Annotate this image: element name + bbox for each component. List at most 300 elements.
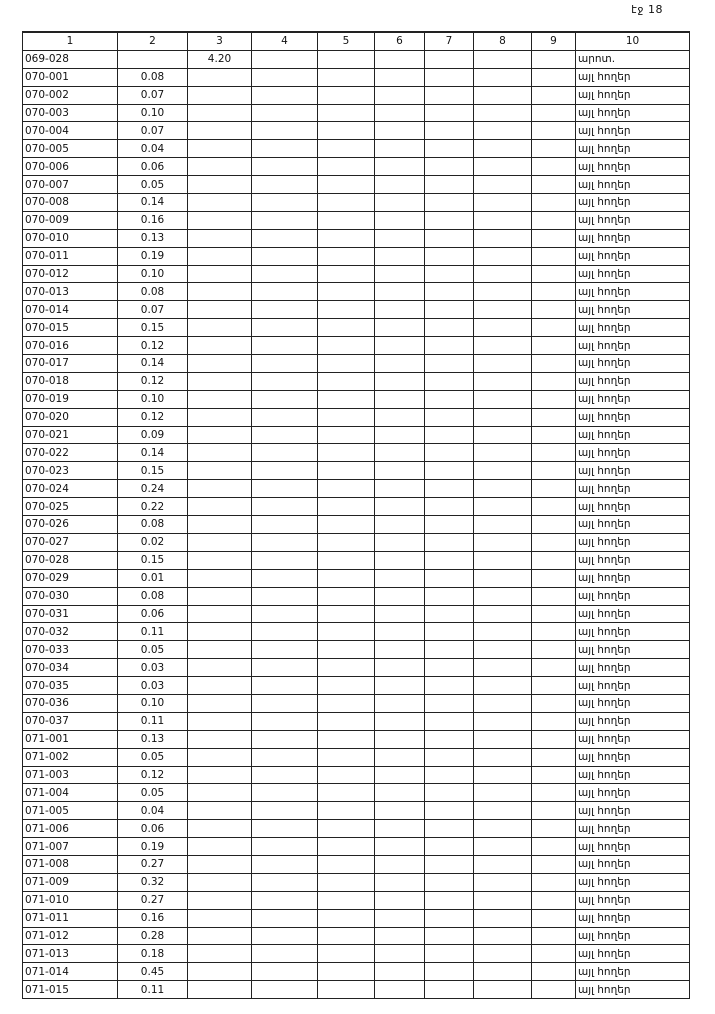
column-8-cell xyxy=(474,211,532,229)
column-7-cell xyxy=(425,444,474,462)
land-type-cell: այլ հողեր xyxy=(576,408,690,426)
column-6-cell xyxy=(375,337,425,355)
column-6-cell xyxy=(375,247,425,265)
column-5-cell xyxy=(318,50,375,68)
table-row xyxy=(23,551,690,569)
column-6-cell xyxy=(375,873,425,891)
parcel-id-cell: 070-006 xyxy=(23,158,118,176)
table-row xyxy=(23,677,690,695)
column-8-cell xyxy=(474,355,532,373)
parcel-id-cell: 070-028 xyxy=(23,551,118,569)
column-3-cell xyxy=(188,551,252,569)
column-3-cell xyxy=(188,659,252,677)
column-8-cell xyxy=(474,140,532,158)
column-7-cell xyxy=(425,677,474,695)
land-type-cell: այլ հողեր xyxy=(576,641,690,659)
column-6-cell xyxy=(375,909,425,927)
column-6-cell xyxy=(375,838,425,856)
area-cell: 0.08 xyxy=(118,68,188,86)
area-cell: 0.28 xyxy=(118,927,188,945)
column-3-cell xyxy=(188,909,252,927)
column-9-cell xyxy=(532,462,576,480)
parcel-id-cell: 070-012 xyxy=(23,265,118,283)
column-4-cell xyxy=(252,569,318,587)
land-type-cell: այլ հողեր xyxy=(576,319,690,337)
column-6-cell xyxy=(375,891,425,909)
land-type-cell: այլ հողեր xyxy=(576,677,690,695)
column-9-cell xyxy=(532,516,576,534)
table-row xyxy=(23,283,690,301)
column-9-cell xyxy=(532,569,576,587)
column-4-cell xyxy=(252,265,318,283)
column-6-cell xyxy=(375,712,425,730)
column-3-cell xyxy=(188,533,252,551)
column-header-10: 10 xyxy=(576,32,690,50)
column-6-cell xyxy=(375,480,425,498)
column-8-cell xyxy=(474,516,532,534)
column-9-cell xyxy=(532,784,576,802)
table-row xyxy=(23,372,690,390)
column-8-cell xyxy=(474,605,532,623)
land-type-cell: այլ հողեր xyxy=(576,122,690,140)
column-9-cell xyxy=(532,140,576,158)
column-4-cell xyxy=(252,802,318,820)
land-type-cell: այլ հողեր xyxy=(576,426,690,444)
column-6-cell xyxy=(375,158,425,176)
table-row xyxy=(23,176,690,194)
column-9-cell xyxy=(532,891,576,909)
column-9-cell xyxy=(532,945,576,963)
table-row xyxy=(23,730,690,748)
land-register-table xyxy=(22,31,690,999)
column-3-cell xyxy=(188,945,252,963)
column-9-cell xyxy=(532,337,576,355)
column-5-cell xyxy=(318,587,375,605)
table-row xyxy=(23,945,690,963)
land-type-cell: այլ հողեր xyxy=(576,963,690,981)
column-5-cell xyxy=(318,480,375,498)
parcel-id-cell: 071-006 xyxy=(23,820,118,838)
parcel-id-cell: 070-019 xyxy=(23,390,118,408)
column-7-cell xyxy=(425,623,474,641)
column-9-cell xyxy=(532,86,576,104)
parcel-id-cell: 070-014 xyxy=(23,301,118,319)
column-6-cell xyxy=(375,444,425,462)
column-6-cell xyxy=(375,498,425,516)
column-header-2: 2 xyxy=(118,32,188,50)
area-cell: 0.12 xyxy=(118,372,188,390)
land-type-cell: այլ հողեր xyxy=(576,569,690,587)
parcel-id-cell: 070-033 xyxy=(23,641,118,659)
column-4-cell xyxy=(252,301,318,319)
land-type-cell: այլ հողեր xyxy=(576,480,690,498)
column-4-cell xyxy=(252,659,318,677)
column-5-cell xyxy=(318,390,375,408)
header-row xyxy=(23,32,690,50)
column-7-cell xyxy=(425,390,474,408)
column-9-cell xyxy=(532,838,576,856)
column-9-cell xyxy=(532,229,576,247)
column-3-cell xyxy=(188,516,252,534)
column-3-cell xyxy=(188,337,252,355)
area-cell: 0.19 xyxy=(118,838,188,856)
column-header-9: 9 xyxy=(532,32,576,50)
table-body xyxy=(23,50,690,998)
column-5-cell xyxy=(318,748,375,766)
column-8-cell xyxy=(474,820,532,838)
column-header-7: 7 xyxy=(425,32,474,50)
column-9-cell xyxy=(532,712,576,730)
column-6-cell xyxy=(375,820,425,838)
table-row xyxy=(23,748,690,766)
column-3-cell xyxy=(188,158,252,176)
land-type-cell: այլ հողեր xyxy=(576,444,690,462)
column-4-cell xyxy=(252,605,318,623)
column-6-cell xyxy=(375,533,425,551)
column-5-cell xyxy=(318,86,375,104)
column-8-cell xyxy=(474,104,532,122)
column-5-cell xyxy=(318,802,375,820)
area-cell: 0.14 xyxy=(118,194,188,212)
column-4-cell xyxy=(252,533,318,551)
column-4-cell xyxy=(252,873,318,891)
column-9-cell xyxy=(532,301,576,319)
column-9-cell xyxy=(532,802,576,820)
column-8-cell xyxy=(474,623,532,641)
column-4-cell xyxy=(252,444,318,462)
column-9-cell xyxy=(532,68,576,86)
area-cell: 0.07 xyxy=(118,86,188,104)
column-3-cell xyxy=(188,265,252,283)
column-3-cell xyxy=(188,462,252,480)
column-6-cell xyxy=(375,605,425,623)
column-7-cell xyxy=(425,355,474,373)
column-4-cell xyxy=(252,355,318,373)
column-3-cell xyxy=(188,355,252,373)
land-type-cell: այլ հողեր xyxy=(576,301,690,319)
column-9-cell xyxy=(532,158,576,176)
column-7-cell xyxy=(425,784,474,802)
column-9-cell xyxy=(532,194,576,212)
area-cell: 0.03 xyxy=(118,659,188,677)
column-9-cell xyxy=(532,408,576,426)
column-3-cell xyxy=(188,927,252,945)
area-cell: 0.10 xyxy=(118,390,188,408)
column-9-cell xyxy=(532,498,576,516)
parcel-id-cell: 071-010 xyxy=(23,891,118,909)
column-7-cell xyxy=(425,140,474,158)
table-row xyxy=(23,838,690,856)
area-cell: 0.06 xyxy=(118,820,188,838)
column-8-cell xyxy=(474,766,532,784)
land-type-cell: այլ հողեր xyxy=(576,229,690,247)
column-4-cell xyxy=(252,140,318,158)
column-8-cell xyxy=(474,802,532,820)
table-row xyxy=(23,659,690,677)
column-5-cell xyxy=(318,659,375,677)
column-3-cell xyxy=(188,122,252,140)
column-6-cell xyxy=(375,176,425,194)
column-header-1: 1 xyxy=(23,32,118,50)
column-9-cell xyxy=(532,372,576,390)
column-3-cell xyxy=(188,712,252,730)
column-8-cell xyxy=(474,855,532,873)
table-row xyxy=(23,605,690,623)
area-cell: 0.27 xyxy=(118,891,188,909)
parcel-id-cell: 070-001 xyxy=(23,68,118,86)
column-4-cell xyxy=(252,927,318,945)
column-4-cell xyxy=(252,748,318,766)
area-cell: 0.03 xyxy=(118,677,188,695)
column-8-cell xyxy=(474,68,532,86)
column-4-cell xyxy=(252,855,318,873)
table-row xyxy=(23,516,690,534)
column-3-cell xyxy=(188,730,252,748)
area-cell: 0.11 xyxy=(118,981,188,999)
table-row xyxy=(23,712,690,730)
column-4-cell xyxy=(252,551,318,569)
table-row xyxy=(23,927,690,945)
column-8-cell xyxy=(474,498,532,516)
column-7-cell xyxy=(425,265,474,283)
table-row xyxy=(23,909,690,927)
column-4-cell xyxy=(252,283,318,301)
column-7-cell xyxy=(425,158,474,176)
column-6-cell xyxy=(375,122,425,140)
column-6-cell xyxy=(375,587,425,605)
column-4-cell xyxy=(252,408,318,426)
column-7-cell xyxy=(425,873,474,891)
column-4-cell xyxy=(252,766,318,784)
parcel-id-cell: 070-009 xyxy=(23,211,118,229)
column-7-cell xyxy=(425,408,474,426)
column-7-cell xyxy=(425,211,474,229)
land-type-cell: այլ հողեր xyxy=(576,587,690,605)
column-9-cell xyxy=(532,390,576,408)
column-9-cell xyxy=(532,641,576,659)
column-6-cell xyxy=(375,265,425,283)
column-8-cell xyxy=(474,480,532,498)
column-9-cell xyxy=(532,623,576,641)
parcel-id-cell: 071-013 xyxy=(23,945,118,963)
column-6-cell xyxy=(375,104,425,122)
column-8-cell xyxy=(474,677,532,695)
column-3-cell xyxy=(188,319,252,337)
column-5-cell xyxy=(318,855,375,873)
land-type-cell: այլ հողեր xyxy=(576,891,690,909)
column-7-cell xyxy=(425,802,474,820)
column-4-cell xyxy=(252,838,318,856)
column-7-cell xyxy=(425,694,474,712)
column-8-cell xyxy=(474,158,532,176)
column-8-cell xyxy=(474,122,532,140)
column-8-cell xyxy=(474,587,532,605)
column-5-cell xyxy=(318,426,375,444)
column-3-cell: 4.20 xyxy=(188,50,252,68)
column-5-cell xyxy=(318,408,375,426)
column-8-cell xyxy=(474,891,532,909)
column-3-cell xyxy=(188,480,252,498)
column-4-cell xyxy=(252,229,318,247)
land-type-cell: այլ հողեր xyxy=(576,68,690,86)
table-row xyxy=(23,963,690,981)
area-cell: 0.02 xyxy=(118,533,188,551)
column-9-cell xyxy=(532,533,576,551)
area-cell: 0.10 xyxy=(118,104,188,122)
column-4-cell xyxy=(252,730,318,748)
parcel-id-cell: 070-007 xyxy=(23,176,118,194)
column-5-cell xyxy=(318,712,375,730)
column-9-cell xyxy=(532,748,576,766)
column-5-cell xyxy=(318,372,375,390)
column-6-cell xyxy=(375,659,425,677)
column-6-cell xyxy=(375,623,425,641)
table-row xyxy=(23,820,690,838)
area-cell xyxy=(118,50,188,68)
column-7-cell xyxy=(425,50,474,68)
parcel-id-cell: 070-022 xyxy=(23,444,118,462)
column-6-cell xyxy=(375,355,425,373)
column-5-cell xyxy=(318,981,375,999)
column-3-cell xyxy=(188,569,252,587)
column-5-cell xyxy=(318,605,375,623)
parcel-id-cell: 070-003 xyxy=(23,104,118,122)
column-5-cell xyxy=(318,927,375,945)
area-cell: 0.12 xyxy=(118,408,188,426)
column-8-cell xyxy=(474,390,532,408)
area-cell: 0.05 xyxy=(118,176,188,194)
column-4-cell xyxy=(252,963,318,981)
area-cell: 0.04 xyxy=(118,140,188,158)
table-row xyxy=(23,194,690,212)
area-cell: 0.24 xyxy=(118,480,188,498)
land-type-cell: այլ հողեր xyxy=(576,140,690,158)
column-4-cell xyxy=(252,909,318,927)
column-6-cell xyxy=(375,569,425,587)
column-5-cell xyxy=(318,265,375,283)
land-type-cell: այլ հողեր xyxy=(576,283,690,301)
column-9-cell xyxy=(532,909,576,927)
column-4-cell xyxy=(252,516,318,534)
column-3-cell xyxy=(188,677,252,695)
column-7-cell xyxy=(425,68,474,86)
column-4-cell xyxy=(252,68,318,86)
area-cell: 0.13 xyxy=(118,229,188,247)
table-row xyxy=(23,569,690,587)
column-5-cell xyxy=(318,301,375,319)
table-row xyxy=(23,68,690,86)
column-header-8: 8 xyxy=(474,32,532,50)
column-9-cell xyxy=(532,855,576,873)
table-row xyxy=(23,694,690,712)
column-9-cell xyxy=(532,319,576,337)
column-3-cell xyxy=(188,211,252,229)
area-cell: 0.10 xyxy=(118,265,188,283)
column-6-cell xyxy=(375,390,425,408)
column-8-cell xyxy=(474,909,532,927)
land-type-cell: այլ հողեր xyxy=(576,981,690,999)
column-9-cell xyxy=(532,176,576,194)
column-6-cell xyxy=(375,426,425,444)
column-6-cell xyxy=(375,283,425,301)
column-4-cell xyxy=(252,641,318,659)
column-4-cell xyxy=(252,122,318,140)
column-4-cell xyxy=(252,784,318,802)
column-7-cell xyxy=(425,963,474,981)
column-3-cell xyxy=(188,802,252,820)
land-type-cell: այլ հողեր xyxy=(576,516,690,534)
land-type-cell: այլ հողեր xyxy=(576,337,690,355)
land-type-cell: այլ հողեր xyxy=(576,927,690,945)
land-type-cell: այլ հողեր xyxy=(576,748,690,766)
land-type-cell: այլ հողեր xyxy=(576,176,690,194)
column-7-cell xyxy=(425,820,474,838)
area-cell: 0.10 xyxy=(118,694,188,712)
column-6-cell xyxy=(375,963,425,981)
land-type-cell: այլ հողեր xyxy=(576,605,690,623)
column-3-cell xyxy=(188,784,252,802)
column-6-cell xyxy=(375,641,425,659)
column-5-cell xyxy=(318,730,375,748)
column-3-cell xyxy=(188,372,252,390)
column-4-cell xyxy=(252,211,318,229)
column-7-cell xyxy=(425,587,474,605)
land-type-cell: այլ հողեր xyxy=(576,659,690,677)
column-5-cell xyxy=(318,623,375,641)
column-8-cell xyxy=(474,301,532,319)
column-7-cell xyxy=(425,498,474,516)
column-5-cell xyxy=(318,176,375,194)
column-8-cell xyxy=(474,337,532,355)
parcel-id-cell: 070-013 xyxy=(23,283,118,301)
column-3-cell xyxy=(188,873,252,891)
column-7-cell xyxy=(425,569,474,587)
column-6-cell xyxy=(375,229,425,247)
column-3-cell xyxy=(188,229,252,247)
parcel-id-cell: 071-008 xyxy=(23,855,118,873)
column-3-cell xyxy=(188,838,252,856)
column-8-cell xyxy=(474,319,532,337)
column-6-cell xyxy=(375,86,425,104)
land-type-cell: այլ հողեր xyxy=(576,873,690,891)
column-9-cell xyxy=(532,981,576,999)
column-9-cell xyxy=(532,247,576,265)
column-7-cell xyxy=(425,730,474,748)
column-9-cell xyxy=(532,694,576,712)
column-5-cell xyxy=(318,694,375,712)
column-5-cell xyxy=(318,909,375,927)
column-5-cell xyxy=(318,873,375,891)
column-6-cell xyxy=(375,766,425,784)
column-8-cell xyxy=(474,551,532,569)
column-9-cell xyxy=(532,820,576,838)
parcel-id-cell: 070-017 xyxy=(23,355,118,373)
area-cell: 0.12 xyxy=(118,337,188,355)
parcel-id-cell: 070-027 xyxy=(23,533,118,551)
table-row xyxy=(23,766,690,784)
column-5-cell xyxy=(318,211,375,229)
column-4-cell xyxy=(252,820,318,838)
column-6-cell xyxy=(375,748,425,766)
column-5-cell xyxy=(318,462,375,480)
column-6-cell xyxy=(375,50,425,68)
table-row xyxy=(23,462,690,480)
column-6-cell xyxy=(375,68,425,86)
column-5-cell xyxy=(318,104,375,122)
column-9-cell xyxy=(532,927,576,945)
area-cell: 0.15 xyxy=(118,319,188,337)
table-row xyxy=(23,86,690,104)
